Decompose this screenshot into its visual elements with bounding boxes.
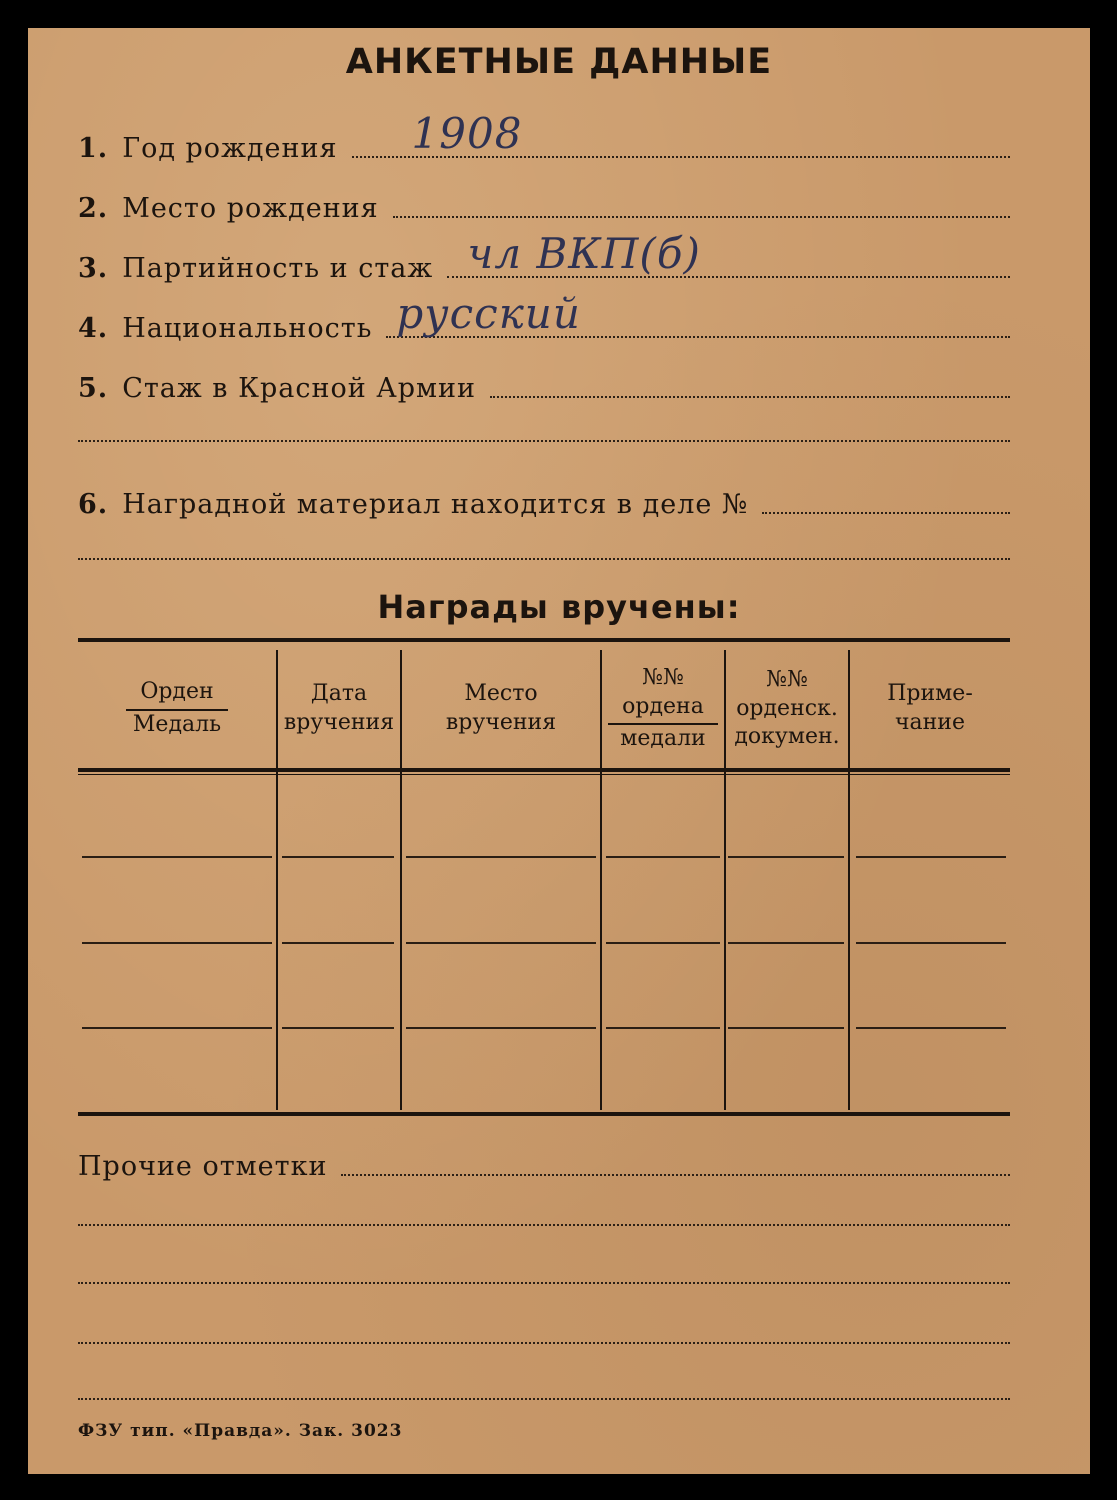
column-divider — [276, 650, 278, 1110]
field-birth-year: 1. Год рождения 1908 — [78, 118, 1010, 164]
table-row[interactable] — [282, 1027, 394, 1029]
notes-line[interactable] — [78, 1282, 1010, 1284]
col-header-order: Орден Медаль — [78, 650, 276, 768]
handwritten-value: 1908 — [411, 109, 523, 158]
notes-line[interactable] — [78, 1224, 1010, 1226]
col-header-note: Приме- чание — [887, 681, 973, 735]
col-header-place: Место вручения — [445, 681, 557, 735]
table-row[interactable] — [606, 1027, 720, 1029]
table-row[interactable] — [606, 942, 720, 944]
field-label: Наградной материал находится в деле № — [122, 489, 749, 520]
notes-line[interactable] — [78, 1342, 1010, 1344]
field-line[interactable] — [352, 109, 1010, 158]
field-line[interactable] — [762, 512, 1010, 514]
field-red-army-service: 5. Стаж в Красной Армии — [78, 358, 1010, 404]
continuation-line[interactable] — [78, 558, 1010, 560]
field-label: Национальность — [122, 313, 373, 344]
form-title: АНКЕТНЫЕ ДАННЫЕ — [345, 42, 773, 82]
table-row[interactable] — [406, 942, 596, 944]
table-row[interactable] — [406, 856, 596, 858]
handwritten-value: русский — [396, 289, 581, 338]
awards-title: Награды вручены: — [377, 588, 741, 626]
col-header-order-number: №№ ордена медали — [602, 650, 724, 768]
field-other-notes — [78, 1136, 1010, 1182]
table-row[interactable] — [856, 1027, 1006, 1029]
field-nationality: 4. Национальность русский — [78, 298, 1010, 344]
column-divider — [724, 650, 726, 1110]
continuation-line[interactable] — [78, 440, 1010, 442]
table-row[interactable] — [856, 942, 1006, 944]
table-row[interactable] — [728, 942, 844, 944]
field-birth-place: 2. Место рождения — [78, 178, 1010, 224]
field-line[interactable] — [447, 229, 1010, 278]
table-top-rule — [78, 638, 1010, 642]
field-label: Год рождения — [122, 133, 338, 164]
table-row[interactable] — [856, 856, 1006, 858]
field-label: Место рождения — [122, 193, 379, 224]
handwritten-value: чл ВКП(б) — [467, 229, 701, 278]
field-party-membership: 3. Партийность и стаж чл ВКП(б) — [78, 238, 1010, 284]
field-label: Прочие отметки — [78, 1151, 328, 1182]
field-line[interactable] — [341, 1174, 1010, 1176]
field-label: Партийность и стаж — [122, 253, 434, 284]
notes-line[interactable] — [78, 1398, 1010, 1400]
column-divider — [400, 650, 402, 1110]
table-row[interactable] — [282, 856, 394, 858]
table-bottom-rule — [78, 1112, 1010, 1116]
table-row[interactable] — [728, 856, 844, 858]
col-header-date: Дата вручения — [283, 681, 395, 735]
table-header-rule — [78, 768, 1010, 772]
field-award-file: 6. Наградной материал находится в деле № — [78, 474, 1010, 520]
table-header-rule-thin — [78, 774, 1010, 775]
table-row[interactable] — [728, 1027, 844, 1029]
printer-imprint: ФЗУ тип. «Правда». Зак. 3023 — [78, 1421, 403, 1441]
field-line[interactable] — [386, 289, 1010, 338]
table-row[interactable] — [406, 1027, 596, 1029]
field-line[interactable] — [393, 216, 1010, 218]
table-row[interactable] — [282, 942, 394, 944]
field-label: Стаж в Красной Армии — [122, 373, 477, 404]
table-row[interactable] — [606, 856, 720, 858]
award-card-back — [28, 28, 1090, 1474]
col-header-order-document: №№ орденск. докумен. — [734, 667, 840, 750]
column-divider — [600, 650, 602, 1110]
table-row[interactable] — [82, 1027, 272, 1029]
table-row[interactable] — [82, 942, 272, 944]
table-row[interactable] — [82, 856, 272, 858]
field-line[interactable] — [490, 396, 1010, 398]
column-divider — [848, 650, 850, 1110]
